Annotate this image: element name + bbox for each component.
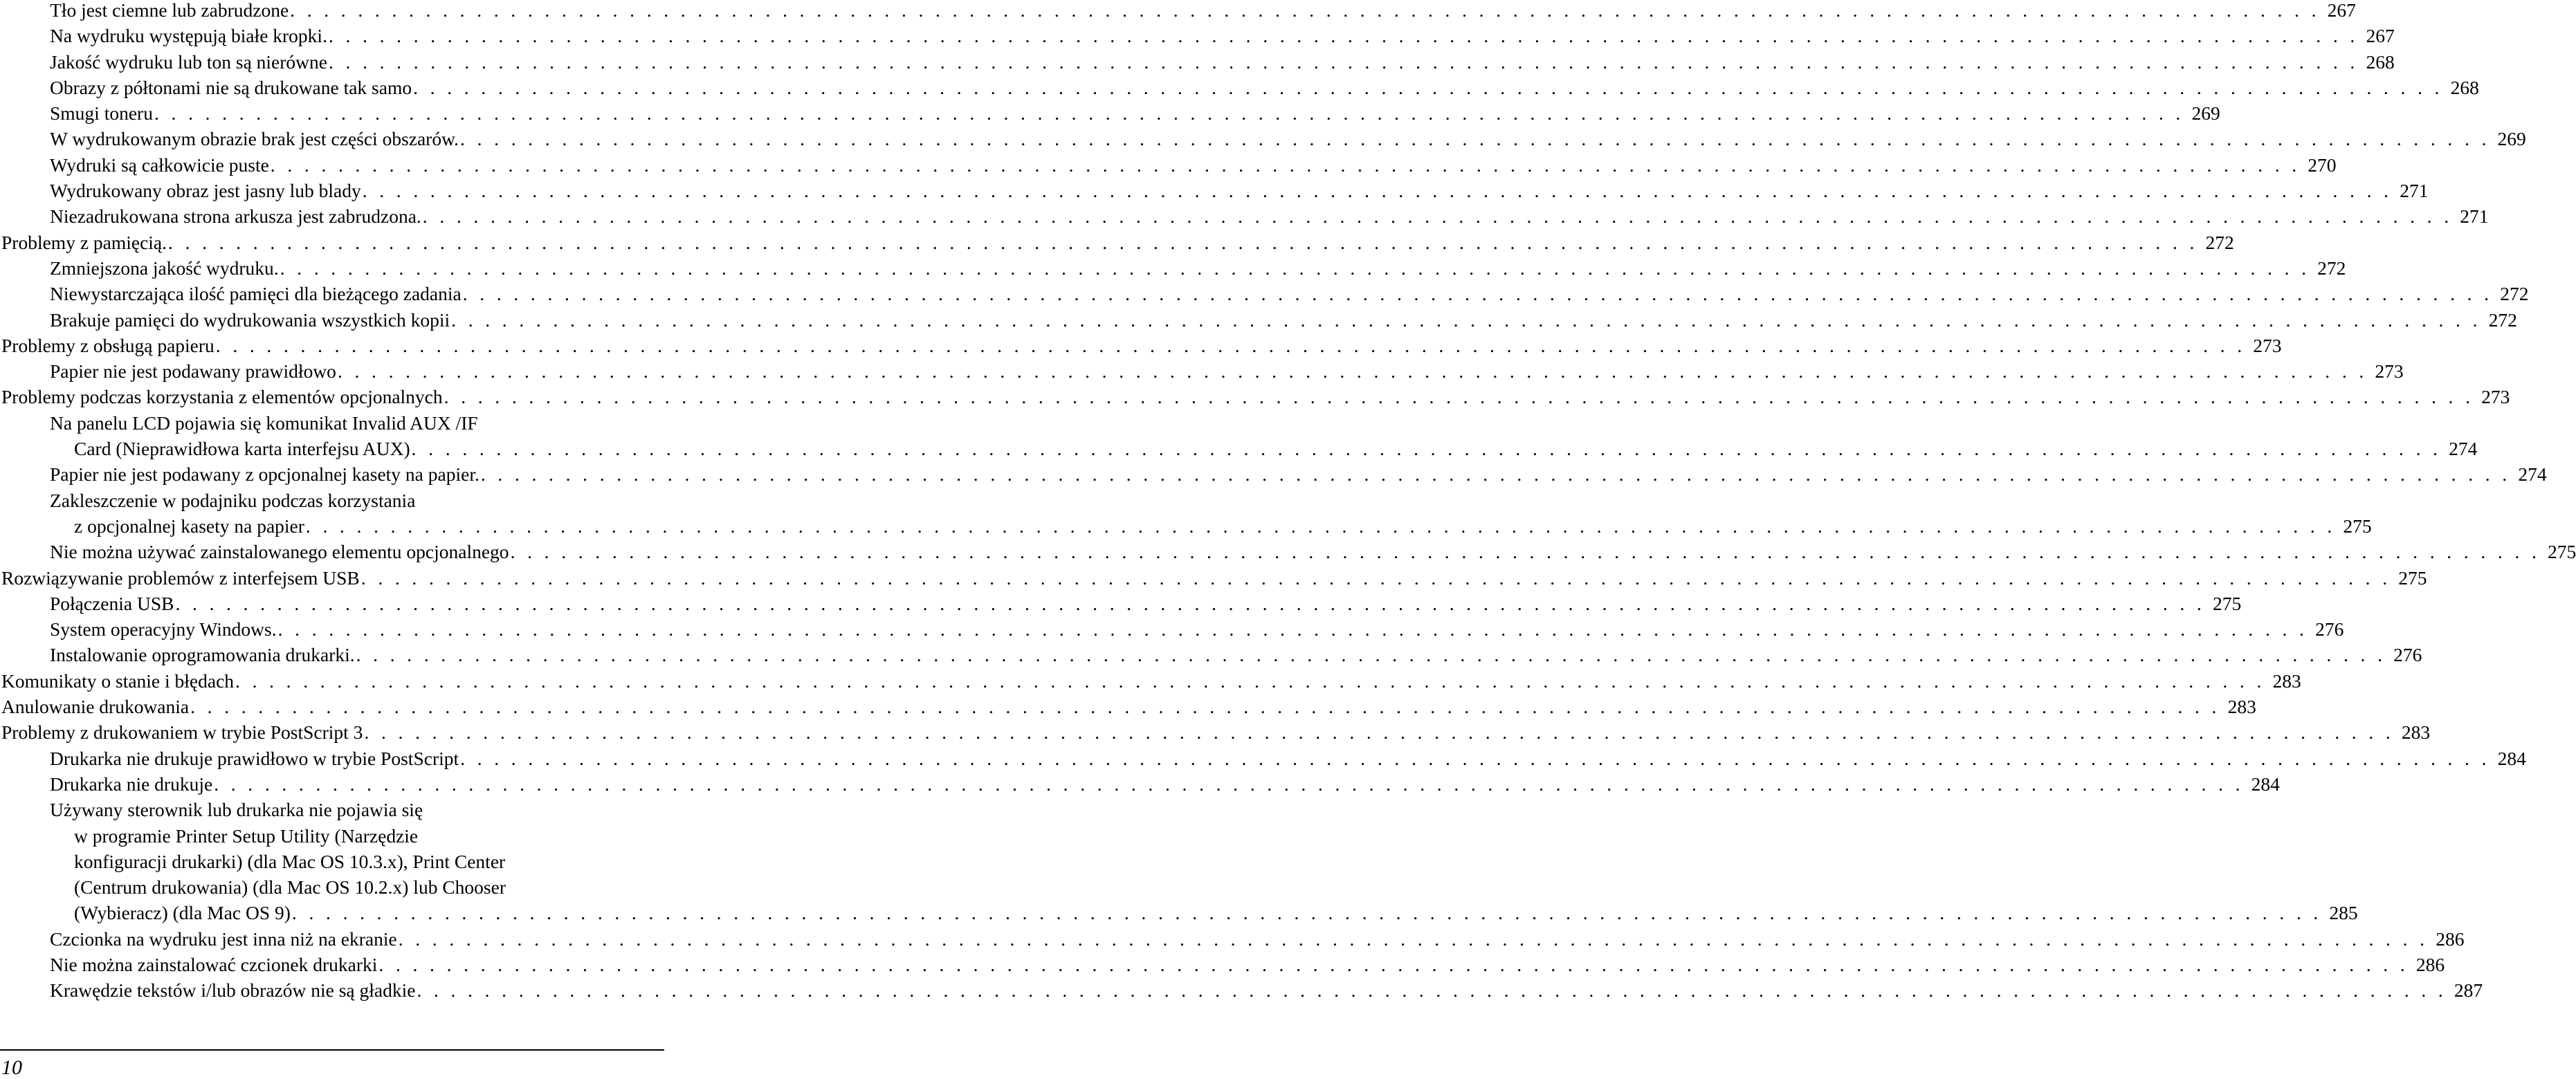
toc-page-number: 275 [2548,541,2576,563]
toc-entry-title: Komunikaty o stanie i błędach [1,670,235,692]
toc-entry-title-line: konfiguracji drukarki) (dla Mac OS 10.3.x), Print Center [74,850,506,872]
toc-page-number: 274 [2518,463,2547,486]
dot-leader: . . . . . . . . . . . . . . . . . . . . . . . . . . . . . . . . . . . . . . . . . . . . . . . . . . . . . . . . . . . . . . . . . . . . . . . . . . . . . . . . . . . . . . . . . . . . . . . . . . . . . . . . . . . . . . . . . . . . . . . . [451,308,2481,331]
toc-entry-title: Papier nie jest podawany z opcjonalnej kasety na papier. [50,463,479,486]
toc-subsection-entry[interactable] [1,461,2547,487]
toc-entry-title: Wydruki są całkowicie puste [50,154,269,176]
toc-entry-title: Jakość wydruku lub ton są nierówne [50,50,327,73]
toc-page-number: 268 [2450,76,2479,98]
toc-page-number: 286 [2415,953,2445,975]
toc-page-number: 272 [2317,257,2346,279]
toc-page-number: 275 [2398,566,2427,589]
toc-section-entry[interactable] [1,384,2510,409]
toc-entry-title: System operacyjny Windows. [50,618,277,640]
toc-subsection-entry[interactable] [1,152,2337,178]
dot-leader: . . . . . . . . . . . . . . . . . . . . . . . . . . . . . . . . . . . . . . . . . . . . . . . . . . . . . . . . . . . . . . . . . . . . . . . . . . . . . . . . . . . . . . . . . . . . . . . . . . . . . . . . . . . . . . . . . . . . . . . . [291,902,2322,924]
toc-page-number: 269 [2191,102,2220,124]
dot-leader: . . . . . . . . . . . . . . . . . . . . . . . . . . . . . . . . . . . . . . . . . . . . . . . . . . . . . . . . . . . . . . . . . . . . . . . . . . . . . . . . . . . . . . . . . . . . . . . . . . . . . . . . . . . . . . . . . . . . . . . . [328,25,2359,47]
toc-subsection-entry[interactable] [1,307,2517,333]
toc-entry-title: Nie można zainstalować czcionek drukarki [50,953,378,975]
toc-subsection-entry[interactable] [1,126,2526,151]
toc-entry-title: (Wybieracz) (dla Mac OS 9) [74,902,291,924]
dot-leader: . . . . . . . . . . . . . . . . . . . . . . . . . . . . . . . . . . . . . . . . . . . . . . . . . . . . . . . . . . . . . . . . . . . . . . . . . . . . . . . . . . . . . . . . . . . . . . . . . . . . . . . . . . . . . . . . . . . . . . . . [168,231,2198,253]
toc-entry-title: Brakuje pamięci do wydrukowania wszystkich kopii [50,308,450,331]
toc-page-number: 270 [2308,154,2337,176]
toc-page-number: 283 [2227,696,2256,718]
toc-entry-title: Krawędzie tekstów i/lub obrazów nie są gładkie [50,979,416,1002]
toc-entry-title: Problemy z drukowaniem w trybie PostScript 3 [1,721,363,744]
toc-entry-title: Problemy z pamięcią. [1,231,167,253]
toc-subsection-entry[interactable] [1,977,2483,1003]
dot-leader: . . . . . . . . . . . . . . . . . . . . . . . . . . . . . . . . . . . . . . . . . . . . . . . . . . . . . . . . . . . . . . . . . . . . . . . . . . . . . . . . . . . . . . . . . . . . . . . . . . . . . . . . . . . . . . . . . . . . . . . . [337,360,2368,382]
dot-leader: . . . . . . . . . . . . . . . . . . . . . . . . . . . . . . . . . . . . . . . . . . . . . . . . . . . . . . . . . . . . . . . . . . . . . . . . . . . . . . . . . . . . . . . . . . . . . . . . . . . . . . . . . . . . . . . . . . . . . . . . [270,154,2301,176]
dot-leader: . . . . . . . . . . . . . . . . . . . . . . . . . . . . . . . . . . . . . . . . . . . . . . . . . . . . . . . . . . . . . . . . . . . . . . . . . . . . . . . . . . . . . . . . . . . . . . . . . . . . . . . . . . . . . . . . . . . . . . . . [417,979,2447,1002]
toc-subsection-entry[interactable] [1,539,2576,564]
toc-page-number: 276 [2315,618,2344,640]
toc-subsection-entry[interactable] [1,771,2280,797]
toc-page-number: 273 [2375,360,2404,382]
toc-page-number: 271 [2460,205,2489,228]
toc-page-number: 267 [2366,25,2395,47]
toc-entry-title: Wydrukowany obraz jest jasny lub blady [50,180,361,202]
dot-leader: . . . . . . . . . . . . . . . . . . . . . . . . . . . . . . . . . . . . . . . . . . . . . . . . . . . . . . . . . . . . . . . . . . . . . . . . . . . . . . . . . . . . . . . . . . . . . . . . . . . . . . . . . . . . . . . . . . . . . . . . [305,515,2336,537]
footer-rule [0,1049,664,1051]
footer-page-number: 10 [1,1056,22,1079]
toc-page-number: 268 [2366,50,2395,73]
toc-subsection-entry[interactable] [1,488,2372,540]
toc-subsection-entry[interactable] [1,281,2529,306]
toc-section-entry[interactable] [1,694,2256,719]
dot-leader: . . . . . . . . . . . . . . . . . . . . . . . . . . . . . . . . . . . . . . . . . . . . . . . . . . . . . . . . . . . . . . . . . . . . . . . . . . . . . . . . . . . . . . . . . . . . . . . . . . . . . . . . . . . . . . . . . . . . . . . . [235,670,2265,692]
toc-section-entry[interactable] [1,719,2431,745]
toc-entry-title: Problemy z obsługą papieru [1,334,214,356]
dot-leader: . . . . . . . . . . . . . . . . . . . . . . . . . . . . . . . . . . . . . . . . . . . . . . . . . . . . . . . . . . . . . . . . . . . . . . . . . . . . . . . . . . . . . . . . . . . . . . . . . . . . . . . . . . . . . . . . . . . . . . . . [360,566,2391,589]
dot-leader: . . . . . . . . . . . . . . . . . . . . . . . . . . . . . . . . . . . . . . . . . . . . . . . . . . . . . . . . . . . . . . . . . . . . . . . . . . . . . . . . . . . . . . . . . . . . . . . . . . . . . . . . . . . . . . . . . . . . . . . . [510,541,2541,563]
toc-page-number: 272 [2500,283,2529,305]
dot-leader: . . . . . . . . . . . . . . . . . . . . . . . . . . . . . . . . . . . . . . . . . . . . . . . . . . . . . . . . . . . . . . . . . . . . . . . . . . . . . . . . . . . . . . . . . . . . . . . . . . . . . . . . . . . . . . . . . . . . . . . . [280,257,2310,279]
toc-entry-title: Problemy podczas korzystania z elementów opcjonalnych [1,386,443,408]
toc-entry-title: Zmniejszona jakość wydruku. [50,257,279,279]
toc-subsection-entry[interactable] [1,746,2526,771]
toc-entry-title: Instalowanie oprogramowania drukarki. [50,644,355,666]
toc-page-number: 273 [2253,334,2282,356]
toc-page-number: 285 [2329,902,2358,924]
toc-entry-title: W wydrukowanym obrazie brak jest części obszarów. [50,128,459,150]
toc-subsection-entry[interactable] [1,255,2346,281]
toc-entry-title-line: Zakleszczenie w podajniku podczas korzystania [50,489,416,511]
toc-entry-title: Połączenia USB [50,592,174,614]
toc-page-number: 275 [2212,592,2242,614]
dot-leader: . . . . . . . . . . . . . . . . . . . . . . . . . . . . . . . . . . . . . . . . . . . . . . . . . . . . . . . . . . . . . . . . . . . . . . . . . . . . . . . . . . . . . . . . . . . . . . . . . . . . . . . . . . . . . . . . . . . . . . . . [290,0,2320,21]
toc-section-entry[interactable] [1,565,2427,591]
toc-entry-title: Obrazy z półtonami nie są drukowane tak samo [50,76,412,98]
toc-entry-title: Czcionka na wydruku jest inna niż na ekranie [50,928,397,950]
dot-leader: . . . . . . . . . . . . . . . . . . . . . . . . . . . . . . . . . . . . . . . . . . . . . . . . . . . . . . . . . . . . . . . . . . . . . . . . . . . . . . . . . . . . . . . . . . . . . . . . . . . . . . . . . . . . . . . . . . . . . . . . [398,928,2429,950]
dot-leader: . . . . . . . . . . . . . . . . . . . . . . . . . . . . . . . . . . . . . . . . . . . . . . . . . . . . . . . . . . . . . . . . . . . . . . . . . . . . . . . . . . . . . . . . . . . . . . . . . . . . . . . . . . . . . . . . . . . . . . . . [190,696,2220,718]
toc-subsection-entry[interactable] [1,49,2395,75]
dot-leader: . . . . . . . . . . . . . . . . . . . . . . . . . . . . . . . . . . . . . . . . . . . . . . . . . . . . . . . . . . . . . . . . . . . . . . . . . . . . . . . . . . . . . . . . . . . . . . . . . . . . . . . . . . . . . . . . . . . . . . . . [154,102,2184,124]
toc-section-entry[interactable] [1,230,2234,255]
dot-leader: . . . . . . . . . . . . . . . . . . . . . . . . . . . . . . . . . . . . . . . . . . . . . . . . . . . . . . . . . . . . . . . . . . . . . . . . . . . . . . . . . . . . . . . . . . . . . . . . . . . . . . . . . . . . . . . . . . . . . . . . [460,747,2490,769]
toc-entry-title: Tło jest ciemne lub zabrudzone [50,0,289,21]
toc-subsection-entry[interactable] [1,75,2479,100]
dot-leader: . . . . . . . . . . . . . . . . . . . . . . . . . . . . . . . . . . . . . . . . . . . . . . . . . . . . . . . . . . . . . . . . . . . . . . . . . . . . . . . . . . . . . . . . . . . . . . . . . . . . . . . . . . . . . . . . . . . . . . . . [444,386,2474,408]
toc-subsection-entry[interactable] [1,926,2465,952]
dot-leader: . . . . . . . . . . . . . . . . . . . . . . . . . . . . . . . . . . . . . . . . . . . . . . . . . . . . . . . . . . . . . . . . . . . . . . . . . . . . . . . . . . . . . . . . . . . . . . . . . . . . . . . . . . . . . . . . . . . . . . . . [277,618,2308,640]
toc-subsection-entry[interactable] [1,642,2422,667]
toc-page-number: 276 [2393,644,2422,666]
toc-page-number: 267 [2327,0,2356,21]
toc-entry-title: Nie można używać zainstalowanego elementu opcjonalnego [50,541,509,563]
toc-subsection-entry[interactable] [1,591,2242,616]
toc-page-number: 275 [2343,515,2372,537]
toc-entry-title: Na wydruku występują białe kropki. [50,25,327,47]
toc-subsection-entry[interactable] [1,178,2429,203]
dot-leader: . . . . . . . . . . . . . . . . . . . . . . . . . . . . . . . . . . . . . . . . . . . . . . . . . . . . . . . . . . . . . . . . . . . . . . . . . . . . . . . . . . . . . . . . . . . . . . . . . . . . . . . . . . . . . . . . . . . . . . . . [175,592,2206,614]
toc-section-entry[interactable] [1,668,2301,694]
table-of-contents [1,0,2576,1004]
dot-leader: . . . . . . . . . . . . . . . . . . . . . . . . . . . . . . . . . . . . . . . . . . . . . . . . . . . . . . . . . . . . . . . . . . . . . . . . . . . . . . . . . . . . . . . . . . . . . . . . . . . . . . . . . . . . . . . . . . . . . . . . [364,721,2395,744]
toc-entry-title: Rozwiązywanie problemów z interfejsem USB [1,566,360,589]
toc-page-number: 284 [2497,747,2526,769]
dot-leader: . . . . . . . . . . . . . . . . . . . . . . . . . . . . . . . . . . . . . . . . . . . . . . . . . . . . . . . . . . . . . . . . . . . . . . . . . . . . . . . . . . . . . . . . . . . . . . . . . . . . . . . . . . . . . . . . . . . . . . . . [413,76,2443,98]
dot-leader: . . . . . . . . . . . . . . . . . . . . . . . . . . . . . . . . . . . . . . . . . . . . . . . . . . . . . . . . . . . . . . . . . . . . . . . . . . . . . . . . . . . . . . . . . . . . . . . . . . . . . . . . . . . . . . . . . . . . . . . . [460,128,2490,150]
toc-page-number: 271 [2400,180,2429,202]
toc-subsection-entry[interactable] [1,410,2478,462]
toc-section-entry[interactable] [1,333,2282,358]
toc-subsection-entry[interactable] [1,100,2220,126]
dot-leader: . . . . . . . . . . . . . . . . . . . . . . . . . . . . . . . . . . . . . . . . . . . . . . . . . . . . . . . . . . . . . . . . . . . . . . . . . . . . . . . . . . . . . . . . . . . . . . . . . . . . . . . . . . . . . . . . . . . . . . . . [362,180,2393,202]
toc-subsection-entry[interactable] [1,203,2489,229]
toc-subsection-entry[interactable] [1,0,2356,23]
dot-leader: . . . . . . . . . . . . . . . . . . . . . . . . . . . . . . . . . . . . . . . . . . . . . . . . . . . . . . . . . . . . . . . . . . . . . . . . . . . . . . . . . . . . . . . . . . . . . . . . . . . . . . . . . . . . . . . . . . . . . . . . [356,644,2386,666]
toc-page-number: 287 [2454,979,2483,1002]
dot-leader: . . . . . . . . . . . . . . . . . . . . . . . . . . . . . . . . . . . . . . . . . . . . . . . . . . . . . . . . . . . . . . . . . . . . . . . . . . . . . . . . . . . . . . . . . . . . . . . . . . . . . . . . . . . . . . . . . . . . . . . . [480,463,2511,486]
dot-leader: . . . . . . . . . . . . . . . . . . . . . . . . . . . . . . . . . . . . . . . . . . . . . . . . . . . . . . . . . . . . . . . . . . . . . . . . . . . . . . . . . . . . . . . . . . . . . . . . . . . . . . . . . . . . . . . . . . . . . . . . [328,50,2359,73]
toc-entry-title: Niewystarczająca ilość pamięci dla bieżącego zadania [50,283,462,305]
toc-entry-title: Anulowanie drukowania [1,696,190,718]
dot-leader: . . . . . . . . . . . . . . . . . . . . . . . . . . . . . . . . . . . . . . . . . . . . . . . . . . . . . . . . . . . . . . . . . . . . . . . . . . . . . . . . . . . . . . . . . . . . . . . . . . . . . . . . . . . . . . . . . . . . . . . . [214,773,2244,795]
toc-page-number: 284 [2251,773,2280,795]
toc-entry-title-line: w programie Printer Setup Utility (Narzędzie [74,824,419,847]
toc-subsection-entry[interactable] [1,797,2358,925]
toc-entry-title: Niezadrukowana strona arkusza jest zabrudzona. [50,205,421,228]
toc-entry-title: Drukarka nie drukuje [50,773,213,795]
toc-subsection-entry[interactable] [1,358,2404,384]
toc-page-number: 274 [2449,438,2478,460]
toc-subsection-entry[interactable] [1,952,2445,977]
dot-leader: . . . . . . . . . . . . . . . . . . . . . . . . . . . . . . . . . . . . . . . . . . . . . . . . . . . . . . . . . . . . . . . . . . . . . . . . . . . . . . . . . . . . . . . . . . . . . . . . . . . . . . . . . . . . . . . . . . . . . . . . [378,953,2409,975]
toc-page-number: 286 [2436,928,2465,950]
toc-page-number: 273 [2481,386,2510,408]
toc-entry-title: Card (Nieprawidłowa karta interfejsu AUX) [74,438,410,460]
toc-subsection-entry[interactable] [1,616,2344,642]
toc-entry-title: Drukarka nie drukuje prawidłowo w trybie PostScript [50,747,459,769]
toc-page-number: 272 [2205,231,2234,253]
toc-page-number: 283 [2272,670,2301,692]
toc-entry-title-line: (Centrum drukowania) (dla Mac OS 10.2.x) lub Chooser [74,876,506,898]
toc-entry-title-line: Na panelu LCD pojawia się komunikat Invalid AUX /IF [50,412,478,434]
toc-entry-title: Papier nie jest podawany prawidłowo [50,360,336,382]
toc-subsection-entry[interactable] [1,23,2395,48]
dot-leader: . . . . . . . . . . . . . . . . . . . . . . . . . . . . . . . . . . . . . . . . . . . . . . . . . . . . . . . . . . . . . . . . . . . . . . . . . . . . . . . . . . . . . . . . . . . . . . . . . . . . . . . . . . . . . . . . . . . . . . . . [215,334,2246,356]
toc-entry-title: z opcjonalnej kasety na papier [74,515,304,537]
dot-leader: . . . . . . . . . . . . . . . . . . . . . . . . . . . . . . . . . . . . . . . . . . . . . . . . . . . . . . . . . . . . . . . . . . . . . . . . . . . . . . . . . . . . . . . . . . . . . . . . . . . . . . . . . . . . . . . . . . . . . . . . [462,283,2493,305]
toc-page-number: 283 [2401,721,2431,744]
toc-page-number: 272 [2488,308,2517,331]
toc-entry-title-line: Używany sterownik lub drukarka nie pojawia się [50,799,423,821]
dot-leader: . . . . . . . . . . . . . . . . . . . . . . . . . . . . . . . . . . . . . . . . . . . . . . . . . . . . . . . . . . . . . . . . . . . . . . . . . . . . . . . . . . . . . . . . . . . . . . . . . . . . . . . . . . . . . . . . . . . . . . . . [411,438,2442,460]
toc-entry-title: Smugi toneru [50,102,153,124]
dot-leader: . . . . . . . . . . . . . . . . . . . . . . . . . . . . . . . . . . . . . . . . . . . . . . . . . . . . . . . . . . . . . . . . . . . . . . . . . . . . . . . . . . . . . . . . . . . . . . . . . . . . . . . . . . . . . . . . . . . . . . . . [422,205,2453,228]
toc-page-number: 269 [2497,128,2526,150]
